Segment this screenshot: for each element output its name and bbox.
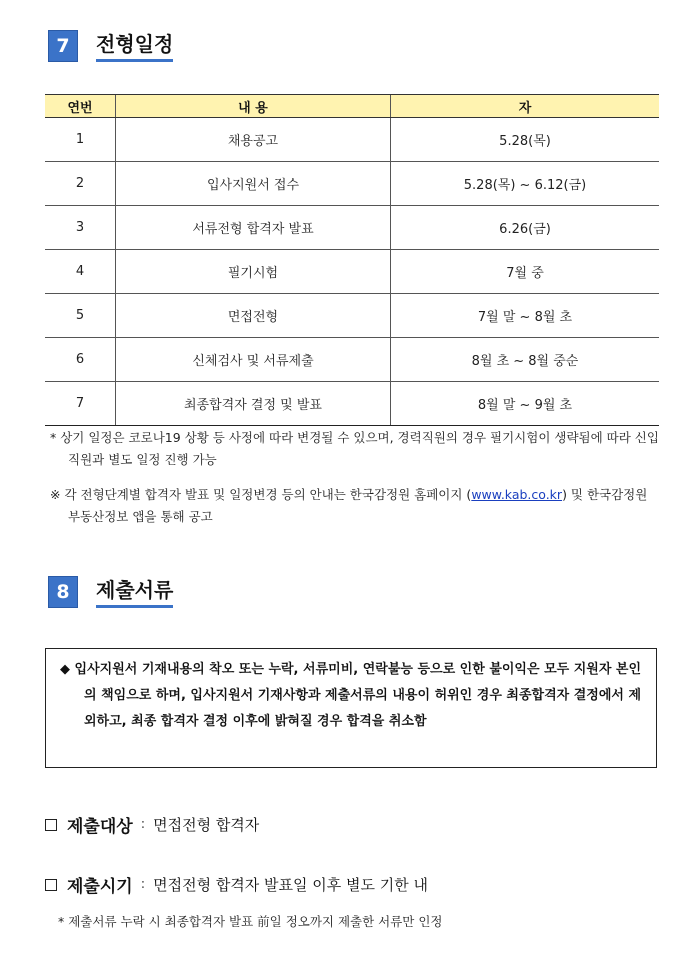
cell-content: 채용공고 (116, 118, 391, 162)
section-number: 7 (48, 30, 78, 62)
cell-date: 5.28(목) (391, 118, 660, 162)
warning-box (45, 648, 657, 768)
submit-target (45, 812, 259, 837)
cell-no: 6 (45, 338, 116, 382)
header-content: 내 용 (116, 95, 391, 118)
cell-content: 서류전형 합격자 발표 (116, 206, 391, 250)
table-row (45, 118, 659, 162)
submit-target-value: 면접전형 합격자 (153, 816, 260, 834)
table-header-row (45, 95, 659, 118)
note-text-pre: ※ 각 전형단계별 합격자 발표 및 일정변경 등의 안내는 한국감정원 홈페이지 ( (50, 487, 472, 502)
note-change: * 상기 일정은 코로나19 상황 등 사정에 따라 변경될 수 있으며, 경력직원의 경우 필기시험이 생략됨에 따라 신입직원과 별도 일정 진행 가능 (50, 430, 659, 467)
cell-content: 최종합격자 결정 및 발표 (116, 382, 391, 426)
submit-time-value: 면접전형 합격자 발표일 이후 별도 기한 내 (153, 876, 429, 894)
table-row (45, 338, 659, 382)
section-number: 8 (48, 576, 78, 608)
announcement-note (50, 484, 662, 528)
section-title: 전형일정 (96, 31, 173, 62)
cell-no: 2 (45, 162, 116, 206)
table-row (45, 250, 659, 294)
header-no: 연번 (45, 95, 116, 118)
cell-date: 7월 말 ~ 8월 초 (391, 294, 660, 338)
cell-date: 7월 중 (391, 250, 660, 294)
table-row (45, 162, 659, 206)
cell-date: 8월 초 ~ 8월 중순 (391, 338, 660, 382)
section-title: 제출서류 (96, 577, 173, 608)
cell-date: 6.26(금) (391, 206, 660, 250)
cell-date: 8월 말 ~ 9월 초 (391, 382, 660, 426)
submit-time (45, 872, 428, 897)
note-announcement (50, 484, 662, 528)
cell-no: 3 (45, 206, 116, 250)
cell-content: 면접전형 (116, 294, 391, 338)
schedule-table (45, 94, 659, 426)
checkbox-square-icon (45, 819, 57, 831)
cell-content: 필기시험 (116, 250, 391, 294)
schedule-note (50, 427, 662, 471)
table-row (45, 294, 659, 338)
submit-time-label: 제출시기 (67, 877, 133, 897)
cell-no: 5 (45, 294, 116, 338)
section-8-header (48, 576, 173, 608)
note-text-post: ) 및 한국감정원 부동산정보 앱을 통해 공고 (68, 487, 648, 524)
section-7-header (48, 30, 173, 62)
colon: : (140, 877, 146, 892)
cell-no: 7 (45, 382, 116, 426)
homepage-link[interactable]: www.kab.co.kr (471, 487, 563, 502)
cell-no: 4 (45, 250, 116, 294)
table-row (45, 382, 659, 426)
submit-target-label: 제출대상 (67, 817, 133, 837)
cell-content: 신체검사 및 서류제출 (116, 338, 391, 382)
cell-no: 1 (45, 118, 116, 162)
header-date: 자 (391, 95, 660, 118)
cell-content: 입사지원서 접수 (116, 162, 391, 206)
cell-date: 5.28(목) ~ 6.12(금) (391, 162, 660, 206)
checkbox-square-icon (45, 879, 57, 891)
warning-text: ◆ 입사지원서 기재내용의 착오 또는 누락, 서류미비, 연락불능 등으로 인한 불이익은 모두 지원자 본인의 책임으로 하며, 입사지원서 기재사항과 제출서류의 내용이 허위인 경우 최종합격자 결정에서 제외하고, 최종 합격자 결정 이후에 밝혀질 경우 합격을 취소함 (60, 662, 642, 729)
footnote: * 제출서류 누락 시 최종합격자 발표 前일 정오까지 제출한 서류만 인정 (58, 914, 443, 929)
table-row (45, 206, 659, 250)
colon: : (140, 817, 146, 832)
